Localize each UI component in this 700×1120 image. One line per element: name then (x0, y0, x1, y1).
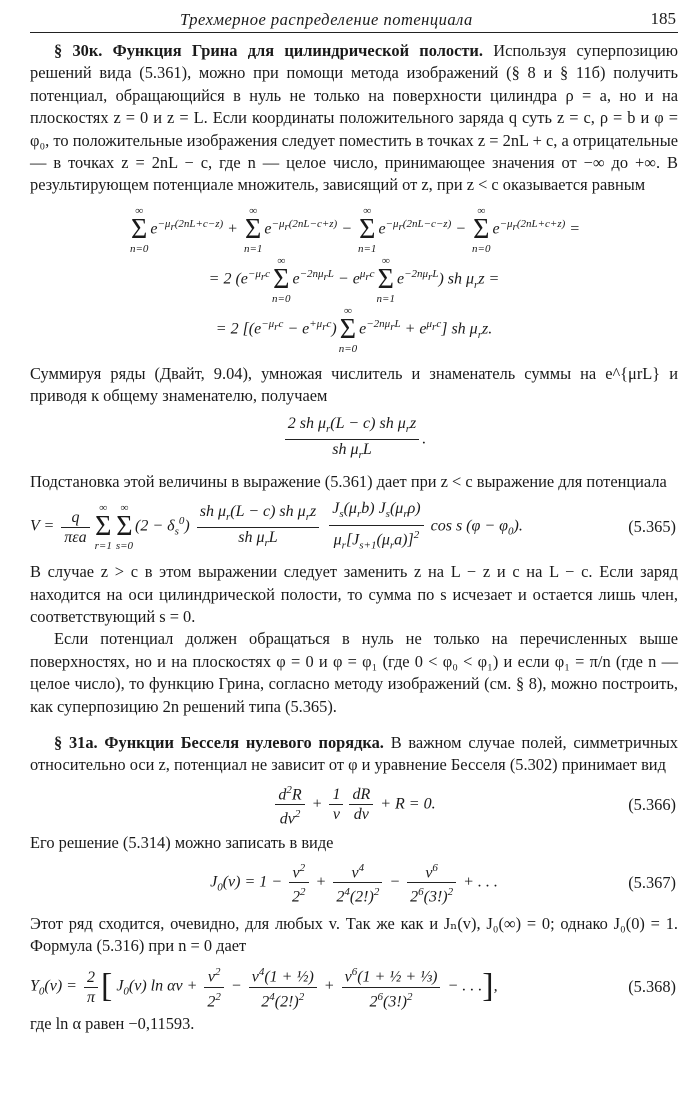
paragraph-text: В важном случае полей, симметричных относительно оси z, потенциал не зависит от φ и уравнение Бесселя (5.302) принимает вид (30, 732, 678, 775)
paragraph-substitution: Подстановка этой величины в выражение (5.361) дает при z < c выражение для потенциала (30, 472, 667, 492)
running-title: Трехмерное распределение потенциала (180, 10, 473, 29)
paragraph-green-function (30, 40, 678, 197)
paragraph-plane-images: Если потенциал должен обращаться в нуль не только на перечисленных выше поверхностях, но и на плоскостях φ = 0 и φ = φ₁ (где 0 < φ₀ < φ₁) и если φ₁ = π/n (где n — целое число), то функцию Грина, согласно методу изображений (см. § 8), можно построить, как суперпозицию 2n решений типа (5.365). (30, 629, 678, 716)
equation-5-368: $Y_0(v)$ = $\frac{2}{\pi}$ [ $J_0(v)$ ln αv + $\frac{v^2}{2^2}$ − $\frac{v^4(1 + \frac{1}{2})}{2^4(2!)^2}$ + $\frac{v^6(1 + \frac{1}{2} + \frac{1}{3})}{2^6(3!)^2}$ − . . .], (5.368) (30, 963, 678, 1011)
section-heading-31a: § 31а. Функции Бесселя нулевого порядка. (54, 732, 384, 752)
equation-5-367: $J_0(v) = 1$ − $\frac{v^2}{2^2}$ + $\frac{v^4}{2^4(2!)^2}$ − $\frac{v^6}{2^6(3!)^2}$ + . . . (5.367) (30, 859, 678, 907)
equation-5-366: $\frac{d^2R}{dv^2}$ + $\frac{1}{v}$ $\frac{dR}{dv}$ + R = 0. (5.366) (30, 781, 678, 829)
paragraph-text: Используя суперпозицию решений вида (5.361), можно при помощи метода изображений (§ 8 и § 11б) получить потенциал, обращающийся в нуль не только на поверхности цилиндра ρ = a, но и на плоскостях z = 0 и z = L. Если координаты положительного заряда q суть z = c, ρ = b и φ = φ₀, то положительные изображения следует поместить в точках z = 2nL + c, а отрицательные — в точках z = 2nL − c, где n — целое число, принимающее значения от −∞ до +∞. В результирующем потенциале множитель, зависящий от z, при z < c оказывается равным (30, 41, 678, 195)
equation-sh-ratio: $\frac{2 sh \mu_r(L - c) sh \mu_rz}{sh \mu_rL}$ . (30, 414, 678, 465)
page-number: 185 (650, 9, 676, 28)
page-body (30, 40, 678, 1035)
equation-number: (5.366) (628, 794, 676, 814)
page-header (30, 6, 678, 33)
equation-number: (5.367) (628, 872, 676, 892)
equation-series-line3: = 2 [$(e^{-\mu_rc} - e^{+\mu_rc})$ ∞ Σ n=0 $e^{-2n\mu_rL} + e^{\mu_rc}$] sh $\mu_rz$. (215, 304, 493, 355)
equation-5-365: V = $\frac{q}{\text{πεa}}$ ∞ Σ r=1 ∞ Σ s=0 $(2 - \delta_s^0)$ $\frac{sh \mu_r(L - c) sh \mu_rz}{sh \mu_rL}$ $\frac{J_s(\mu_rb) J_s(\mu_r\rho)}{\mu_r[J_{s+1}(\mu_ra)]^2}$ cos s $(\varphi - \varphi_0)$. (5.365) (30, 500, 676, 553)
paragraph-ln-alpha: где ln α равен −0,11593. (30, 1013, 195, 1033)
paragraph-solution: Его решение (5.314) можно записать в виде (30, 833, 334, 853)
equation-number: (5.368) (628, 976, 676, 996)
equation-number: (5.365) (628, 517, 676, 537)
section-heading-30k: § 30к. Функция Грина для цилиндрической полости. (54, 41, 483, 60)
paragraph-summing: Суммируя ряды (Двайт, 9.04), умножая числитель и знаменатель суммы на e^{μrL} и приводя к общему знаменателю, получаем (30, 363, 678, 406)
paragraph-bessel-zero (30, 732, 678, 777)
equation-series-line2: = 2 ($e^{-\mu_rc}$ ∞ Σ n=0 $e^{-2n\mu_rL} - e^{\mu_rc}$ ∞ Σ n=1 $e^{-2n\mu_rL}$) sh $\mu_rz$ = (208, 254, 500, 305)
paragraph-case-z-greater: В случае z > c в этом выражении следует заменить z на L − z и c на L − c. Если заряд находится на оси цилиндрической полости, то сумма по s исчезает и остается лишь член, соответствующий s = 0. (30, 562, 678, 626)
equation-series-sum: ∞ Σ n=0 $e^{-\mu_r(2nL+c-z)}$ + ∞ Σ n=1 $e^{-\mu_r(2nL-c+z)}$ − ∞ Σ n=1 $e^{-\mu_r(2nL-c-z)}$ − ∞ Σ n=0 $e^{-\mu_r(2nL+c+z)}$ = (129, 204, 581, 255)
paragraph-series-converges: Этот ряд сходится, очевидно, для любых v. Так же как и Jₙ(v), J₀(∞) = 0; однако J₀(0) = 1. Формула (5.316) при n = 0 дает (30, 913, 678, 955)
